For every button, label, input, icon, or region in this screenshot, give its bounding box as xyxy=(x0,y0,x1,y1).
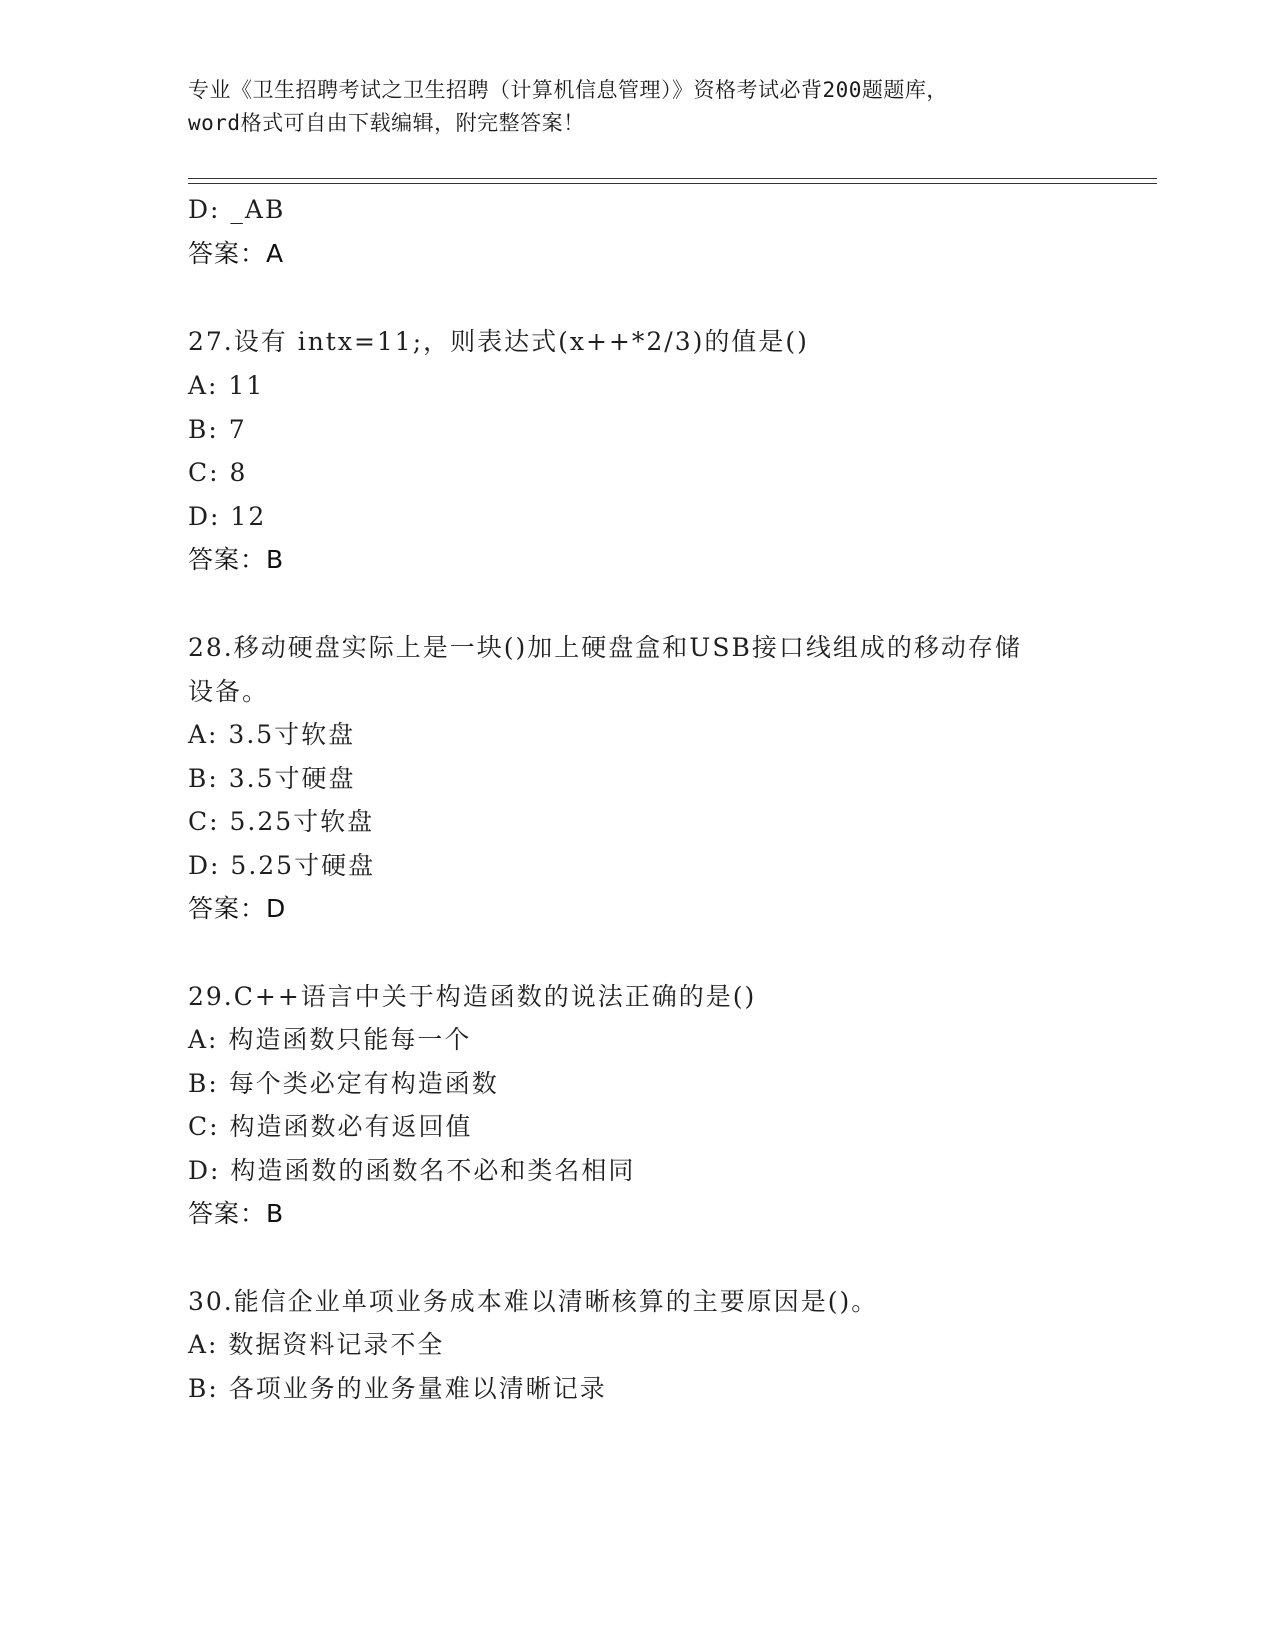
q28-option-b: B: 3.5寸硬盘 xyxy=(188,764,356,793)
q28-stem-line-1: 28.移动硬盘实际上是一块()加上硬盘盒和USB接口线组成的移动存储 xyxy=(188,633,1022,662)
prev-option-d: D: _AB xyxy=(188,195,286,224)
q28-stem-line-2: 设备。 xyxy=(188,677,270,706)
q27-option-c: C: 8 xyxy=(188,458,248,487)
q27-option-a: A: 11 xyxy=(188,371,265,400)
q29-option-d: D: 构造函数的函数名不必和类名相同 xyxy=(188,1156,636,1185)
document-header xyxy=(188,74,1108,140)
q28-option-d: D: 5.25寸硬盘 xyxy=(188,851,376,880)
header-divider-bottom xyxy=(188,183,1157,184)
q29-option-a: A: 构造函数只能每一个 xyxy=(188,1025,472,1054)
q29-stem: 29.C++语言中关于构造函数的说法正确的是() xyxy=(188,982,757,1011)
q29-answer: 答案：B xyxy=(188,1199,285,1228)
q28-option-c: C: 5.25寸软盘 xyxy=(188,807,375,836)
q27-option-d: D: 12 xyxy=(188,502,267,531)
q28-option-a: A: 3.5寸软盘 xyxy=(188,720,356,749)
prev-answer: 答案：A xyxy=(188,239,285,268)
header-divider-top xyxy=(188,178,1157,179)
header-title-line-1: 专业《卫生招聘考试之卫生招聘（计算机信息管理）》资格考试必背200题题库， xyxy=(188,78,948,102)
q29-option-c: C: 构造函数必有返回值 xyxy=(188,1112,473,1141)
q29-option-b: B: 每个类必定有构造函数 xyxy=(188,1069,499,1098)
q30-option-b: B: 各项业务的业务量难以清晰记录 xyxy=(188,1374,607,1403)
q28-answer: 答案：D xyxy=(188,894,287,923)
header-title-line-2: word格式可自由下载编辑，附完整答案！ xyxy=(188,111,585,135)
q30-stem: 30.能信企业单项业务成本难以清晰核算的主要原因是()。 xyxy=(188,1287,879,1316)
q27-option-b: B: 7 xyxy=(188,415,247,444)
q30-option-a: A: 数据资料记录不全 xyxy=(188,1330,445,1359)
q27-answer: 答案：B xyxy=(188,545,285,574)
q27-stem: 27.设有 intx=11;，则表达式(x++*2/3)的值是() xyxy=(188,327,809,356)
